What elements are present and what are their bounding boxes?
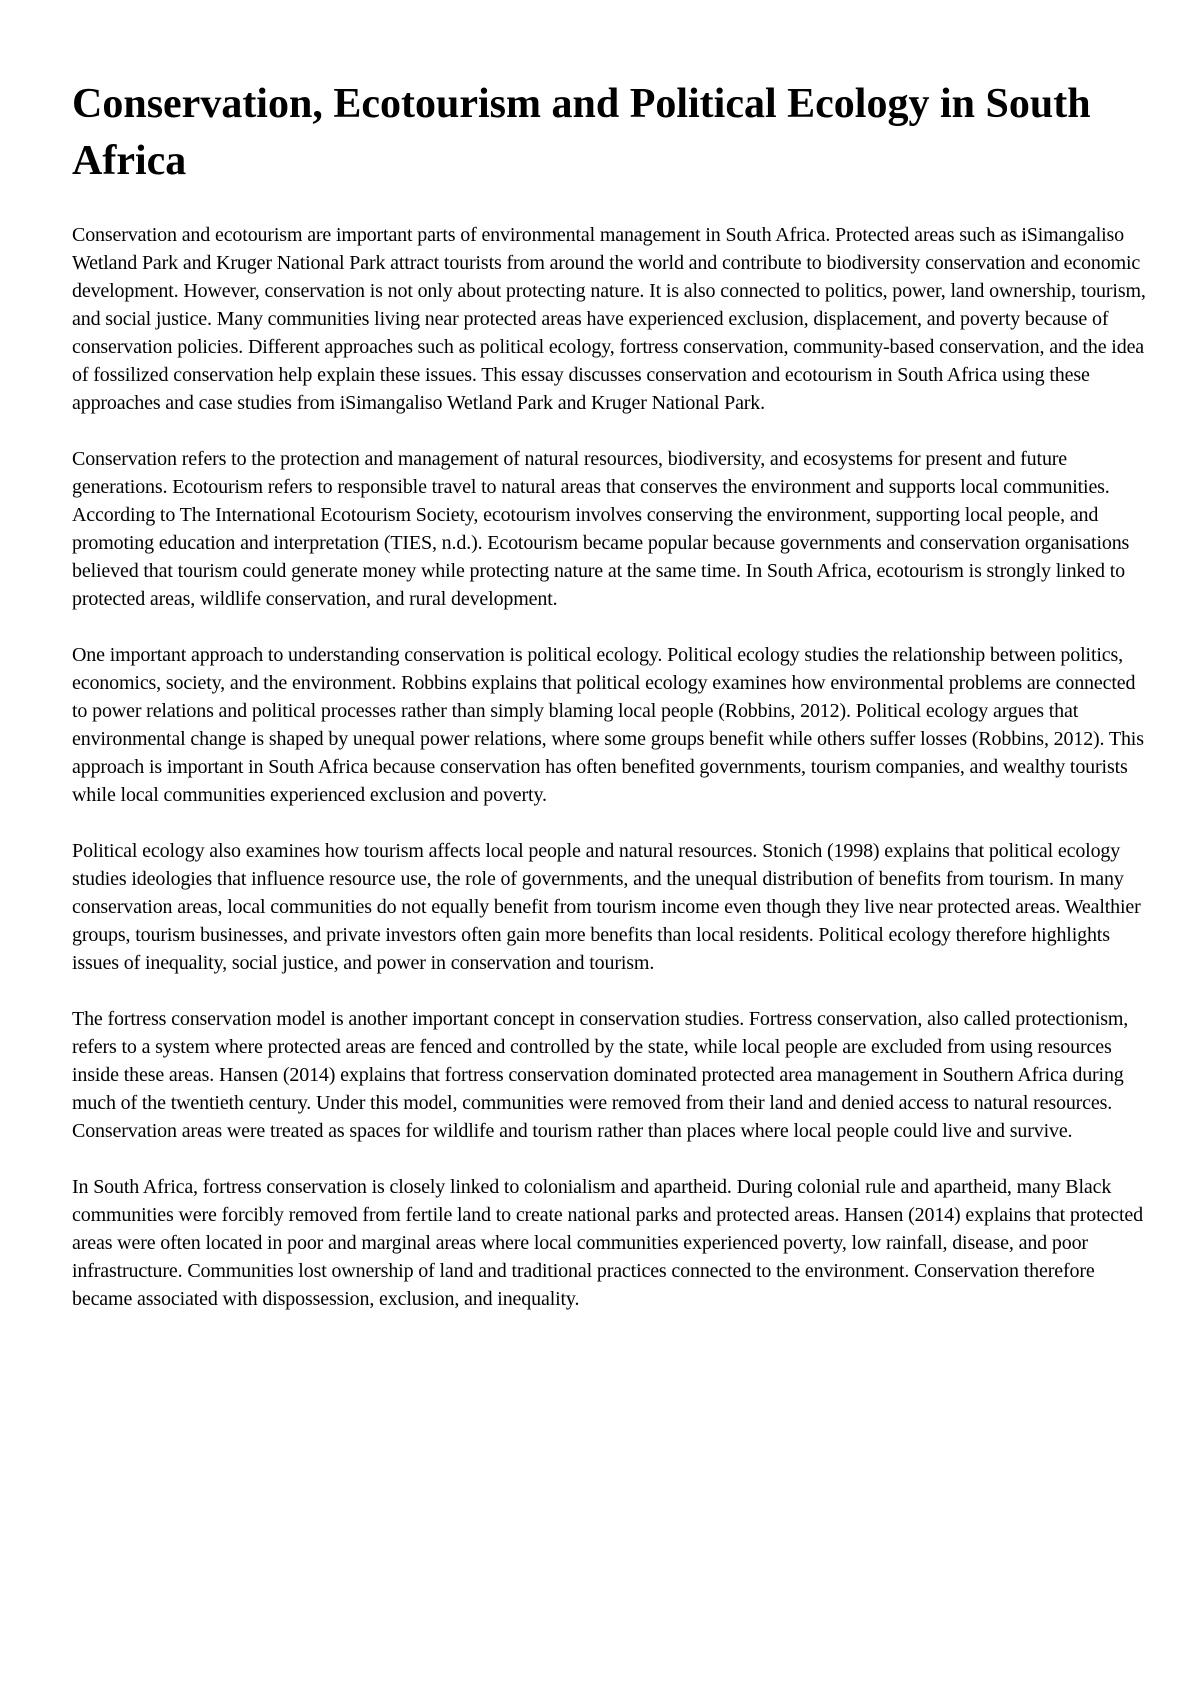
document-title: Conservation, Ecotourism and Political Ecology in South Africa (72, 81, 1091, 184)
paragraph-introduction: Conservation and ecotourism are important parts of environmental management in South Africa. Protected areas such as iSimangaliso Wetland Park and Kruger National Park attract tourists from around the world and contribute to biodiversity conservation and economic development. However, conservation is not only about protecting nature. It is also connected to politics, power, land ownership, tourism, and social justice. Many communities living near protected areas have experienced exclusion, displacement, and poverty because of conservation policies. Different approaches such as political ecology, fortress conservation, community-based conservation, and the idea of fossilized conservation help explain these issues. This essay discusses conservation and ecotourism in South Africa using these approaches and case studies from iSimangaliso Wetland Park and Kruger National Park. (72, 224, 1146, 414)
document-body (72, 221, 1148, 1313)
paragraph-definitions: Conservation refers to the protection and management of natural resources, biodiversity, and ecosystems for present and future generations. Ecotourism refers to responsible travel to natural areas that conserves the environment and supports local communities. According to The International Ecotourism Society, ecotourism involves conserving the environment, supporting local people, and promoting education and interpretation (TIES, n.d.). Ecotourism became popular because governments and conservation organisations believed that tourism could generate money while protecting nature at the same time. In South Africa, ecotourism is strongly linked to protected areas, wildlife conservation, and rural development. (72, 448, 1130, 610)
document-page (72, 76, 1148, 1341)
paragraph-colonialism-apartheid: In South Africa, fortress conservation is closely linked to colonialism and apartheid. During colonial rule and apartheid, many Black communities were forcibly removed from fertile land to create national parks and protected areas. Hansen (2014) explains that protected areas were often located in poor and marginal areas where local communities experienced poverty, low rainfall, disease, and poor infrastructure. Communities lost ownership of land and traditional practices connected to the environment. Conservation therefore became associated with dispossession, exclusion, and inequality. (72, 1176, 1143, 1310)
paragraph-political-ecology: One important approach to understanding conservation is political ecology. Political ecology studies the relationship between politics, economics, society, and the environment. Robbins explains that political ecology examines how environmental problems are connected to power relations and political processes rather than simply blaming local people (Robbins, 2012). Political ecology argues that environmental change is shaped by unequal power relations, where some groups benefit while others suffer losses (Robbins, 2012). This approach is important in South Africa because conservation has often benefited governments, tourism companies, and wealthy tourists while local communities experienced exclusion and poverty. (72, 644, 1144, 806)
paragraph-fortress-conservation: The fortress conservation model is another important concept in conservation studies. Fortress conservation, also called protectionism, refers to a system where protected areas are fenced and controlled by the state, while local people are excluded from using resources inside these areas. Hansen (2014) explains that fortress conservation dominated protected area management in Southern Africa during much of the twentieth century. Under this model, communities were removed from their land and denied access to natural resources. Conservation areas were treated as spaces for wildlife and tourism rather than places where local people could live and survive. (72, 1008, 1129, 1142)
paragraph-tourism-effects: Political ecology also examines how tourism affects local people and natural resources. Stonich (1998) explains that political ecology studies ideologies that influence resource use, the role of governments, and the unequal distribution of benefits from tourism. In many conservation areas, local communities do not equally benefit from tourism income even though they live near protected areas. Wealthier groups, tourism businesses, and private investors often gain more benefits than local residents. Political ecology therefore highlights issues of inequality, social justice, and power in conservation and tourism. (72, 840, 1141, 974)
